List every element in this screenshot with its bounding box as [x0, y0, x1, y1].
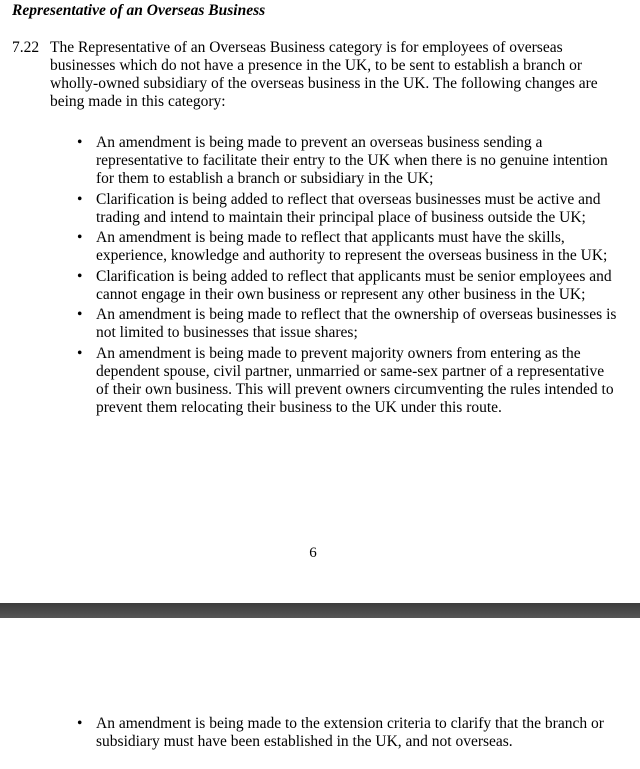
list-item-text: An amendment is being made to prevent an overseas business sending a representative to facilitate their entry to the UK when there is no genuine intention for them to establish a branch or subsidiary in the UK;: [96, 134, 608, 187]
list-item: [72, 268, 617, 304]
list-item: [72, 191, 617, 227]
bullet-icon: •: [77, 344, 83, 362]
page-number: 6: [309, 545, 317, 561]
list-item-text: An amendment is being made to reflect that applicants must have the skills, experience, knowledge and authority to represent the overseas business in the UK;: [96, 229, 608, 264]
bullet-icon: •: [77, 267, 83, 285]
list-item-text: Clarification is being added to reflect that applicants must be senior employees and cannot engage in their own business or represent any other business in the UK;: [96, 267, 612, 303]
list-item: [72, 715, 617, 751]
list-item: [72, 229, 617, 265]
bullet-icon: •: [77, 715, 83, 732]
list-item-text: An amendment is being made to prevent majority owners from entering as the dependent spouse, civil partner, unmarried or same-sex partner of a representative of their own business. This will prevent owners circumventing the rules intended to prevent them relocating their business to the UK under this route.: [96, 344, 614, 416]
bullet-list: [72, 134, 617, 419]
bullet-icon: •: [77, 306, 83, 323]
paragraph-text: The Representative of an Overseas Business category is for employees of overseas businesses which do not have a presence in the UK, to be sent to establish a branch or wholly-owned subsidiary of the overseas business in the UK. The following changes are being made in this category:: [50, 39, 598, 110]
list-item: [72, 345, 617, 417]
section-heading: Representative of an Overseas Business: [12, 2, 266, 19]
bullet-icon: •: [77, 134, 83, 151]
bullet-icon: •: [77, 229, 83, 246]
list-item: [72, 306, 617, 342]
list-item: [72, 134, 617, 188]
list-item-text: An amendment is being made to the extension criteria to clarify that the branch or subsidiary must have been established in the UK, and not overseas.: [96, 715, 604, 750]
list-item-text: An amendment is being made to reflect that the ownership of overseas businesses is not limited to businesses that issue shares;: [96, 306, 617, 341]
bullet-list: [72, 715, 617, 751]
paragraph-number: 7.22: [12, 39, 40, 56]
list-item-text: Clarification is being added to reflect that overseas businesses must be active and trading and intend to maintain their principal place of business outside the UK;: [96, 190, 601, 226]
page-separator: [0, 603, 640, 618]
bullet-icon: •: [77, 190, 83, 208]
next-document-page: [0, 618, 640, 769]
